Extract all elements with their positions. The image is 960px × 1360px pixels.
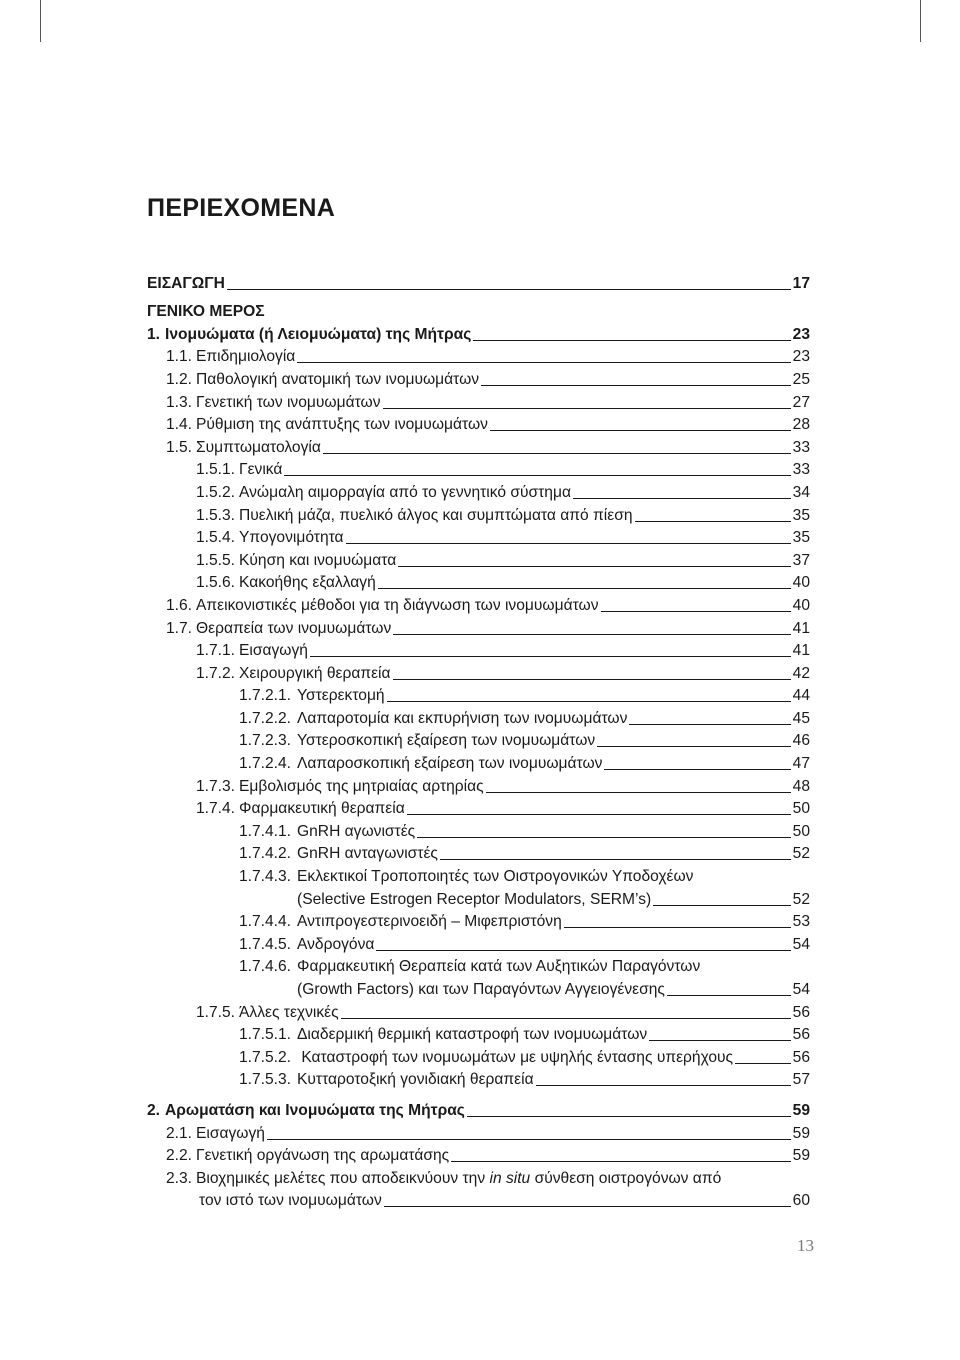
toc-entry-title: Πυελική μάζα, πυελικό άλγος και συμπτώματα από πίεση xyxy=(239,506,633,524)
toc-entry-number: 1.5.3. xyxy=(196,506,236,524)
toc-entry-number: 1.1. xyxy=(166,348,193,366)
toc-entry-number: 1.5.1. xyxy=(196,461,236,479)
toc-entry-page: 23 xyxy=(792,348,810,366)
toc-entry xyxy=(147,1165,810,1188)
toc-entry xyxy=(147,1120,810,1143)
toc-entry-page: 56 xyxy=(792,1003,810,1021)
toc-entry-page: 33 xyxy=(792,438,810,456)
toc-entry-number: 1.7. xyxy=(166,619,193,637)
toc-entry-title: Υστεροσκοπική εξαίρεση των ινομυωμάτων xyxy=(297,732,596,750)
toc-entry-page: 27 xyxy=(792,393,810,411)
toc-entry-number: 1.7.5.1. xyxy=(239,1026,292,1044)
toc-entry xyxy=(147,412,810,435)
toc-entry xyxy=(147,321,810,344)
toc-entry-title: Κύηση και ινομυώματα xyxy=(239,551,397,569)
toc-entry xyxy=(147,909,810,932)
toc-entry-number: 1.7.4.1. xyxy=(239,822,292,840)
toc-entry-number: 1.7.2.4. xyxy=(239,755,292,773)
toc-leader-line xyxy=(407,814,791,815)
toc-entry xyxy=(147,479,810,502)
toc-entry-number: 1.7.2.1. xyxy=(239,687,292,705)
toc-entry-number: 1.7.4. xyxy=(196,800,236,818)
toc-leader-line xyxy=(653,905,790,906)
toc-entry-title: Γενετική οργάνωση της αρωματάσης xyxy=(196,1147,450,1165)
toc-entry-title: Φαρμακευτική θεραπεία xyxy=(239,800,405,818)
toc-entry-title: Εισαγωγή xyxy=(196,1124,265,1142)
toc-leader-line xyxy=(383,408,791,409)
toc-leader-line xyxy=(378,588,791,589)
toc-entry-page: 41 xyxy=(792,642,810,660)
toc-leader-line xyxy=(564,927,791,928)
toc-entry-number: 1.7.3. xyxy=(196,777,236,795)
toc-entry-title: Υπογονιμότητα xyxy=(239,529,344,547)
toc-entry xyxy=(147,954,810,977)
toc-entry-title: Ρύθμιση της ανάπτυξης των ινομυωμάτων xyxy=(196,416,488,434)
toc-leader-line xyxy=(297,362,790,363)
toc-entry-page: 59 xyxy=(792,1147,810,1165)
toc-entry-number: 1.6. xyxy=(166,596,193,614)
toc-entry-number: 1.7.2.2. xyxy=(239,709,292,727)
toc-entry-page: 25 xyxy=(792,370,810,388)
crop-mark-right xyxy=(920,0,921,42)
toc-entry xyxy=(147,886,810,909)
toc-entry-number: 1.7.2.3. xyxy=(239,732,292,750)
toc-entry-title: Χειρουργική θεραπεία xyxy=(239,664,391,682)
toc-entry-number: 1.5.4. xyxy=(196,529,236,547)
toc-entry-page: 45 xyxy=(792,709,810,727)
toc-entry-number: 2. xyxy=(147,1101,161,1119)
toc-entry-page: 53 xyxy=(792,913,810,931)
toc-entry-title: ΕΙΣΑΓΩΓΗ xyxy=(147,274,225,292)
toc-entry-title: Γενικά xyxy=(239,461,283,479)
toc-entry xyxy=(147,525,810,548)
toc-leader-line xyxy=(267,1139,791,1140)
toc-entry xyxy=(147,841,810,864)
toc-entry-number: 1.7.4.3. xyxy=(239,868,292,886)
toc-entry-page: 17 xyxy=(792,274,810,292)
toc-entry-title: Αντιπρογεστερινοειδή – Μιφεπριστόνη xyxy=(297,913,562,931)
toc-entry xyxy=(147,1188,810,1211)
toc-entry xyxy=(147,592,810,615)
toc-entry-page: 40 xyxy=(792,596,810,614)
toc-entry xyxy=(147,570,810,593)
toc-entry xyxy=(147,547,810,570)
toc-leader-line xyxy=(393,634,790,635)
toc-entry-number: 2.3. xyxy=(166,1169,193,1187)
toc-leader-line xyxy=(604,769,790,770)
toc-entry xyxy=(147,773,810,796)
toc-entry-page: 59 xyxy=(792,1101,810,1119)
toc-entry-title: (Growth Factors) και των Παραγόντων Αγγειογένεσης xyxy=(297,981,665,998)
toc-entry-number: 1.7.4.2. xyxy=(239,845,292,863)
toc-entry-title: Συμπτωματολογία xyxy=(196,438,321,456)
toc-entry xyxy=(147,299,810,322)
toc-leader-line xyxy=(635,521,791,522)
toc-entry-title: Εμβολισμός της μητριαίας αρτηρίας xyxy=(239,777,484,795)
toc-leader-line xyxy=(536,1085,791,1086)
toc-entry xyxy=(147,999,810,1022)
crop-mark-left xyxy=(40,0,41,42)
toc-entry-page: 28 xyxy=(792,416,810,434)
toc-entry-title: Άλλες τεχνικές xyxy=(239,1003,339,1021)
toc-entry-title: GnRH αγωνιστές xyxy=(297,822,416,840)
toc-entry-number: 1.7.4.5. xyxy=(239,935,292,953)
toc-leader-line xyxy=(417,837,790,838)
toc-entry-page: 59 xyxy=(792,1124,810,1142)
toc-entry-title: (Selective Estrogen Receptor Modulators, SERM’s) xyxy=(297,890,652,908)
toc-entry-title: Αρωματάση και Ινομυώματα της Μήτρας xyxy=(165,1101,465,1119)
toc-entry-number: 1.4. xyxy=(166,416,193,434)
toc-entry xyxy=(147,750,810,773)
toc-entry-title: Επιδημιολογία xyxy=(196,348,296,366)
toc-leader-line xyxy=(490,430,791,431)
toc-entry xyxy=(147,976,810,999)
toc-leader-line xyxy=(440,859,791,860)
toc-entry-page: 56 xyxy=(792,1048,810,1066)
toc-entry-title: Θεραπεία των ινομυωμάτων xyxy=(196,619,392,637)
toc-leader-line xyxy=(649,1040,790,1041)
toc-entry-number: 1.2. xyxy=(166,370,193,388)
toc-leader-line xyxy=(341,1018,791,1019)
toc-entry-page: 44 xyxy=(792,687,810,705)
toc-entry xyxy=(147,683,810,706)
toc-entry-page: 48 xyxy=(792,777,810,795)
toc-leader-line xyxy=(384,1206,791,1207)
toc-leader-line xyxy=(481,385,791,386)
toc-entry-number: 1.3. xyxy=(166,393,193,411)
toc-entry-title: Καταστροφή των ινομυωμάτων με υψηλής έντασης υπερήχους xyxy=(297,1048,734,1066)
toc-entry-title: Γενετική των ινομυωμάτων xyxy=(196,393,381,411)
toc-leader-line xyxy=(346,543,791,544)
toc-leader-line xyxy=(573,498,791,499)
toc-entry-number: 2.1. xyxy=(166,1124,193,1142)
toc-entry-page: 34 xyxy=(792,483,810,501)
toc-entry-page: 56 xyxy=(792,1026,810,1044)
toc-leader-line xyxy=(486,792,791,793)
toc-entry-number: 1.5.2. xyxy=(196,483,236,501)
toc-entry-page: 40 xyxy=(792,574,810,592)
toc-entry xyxy=(147,1067,810,1090)
toc-leader-line xyxy=(597,746,790,747)
toc-entry xyxy=(147,638,810,661)
toc-entry-number: 1.7.4.4. xyxy=(239,913,292,931)
toc-entry-page: 54 xyxy=(792,935,810,953)
toc-leader-line xyxy=(473,340,790,341)
toc-entry xyxy=(147,270,810,293)
toc-entry xyxy=(147,818,810,841)
toc-entry-page: 33 xyxy=(792,461,810,479)
toc-entry-title: Εκλεκτικοί Τροποποιητές των Οιστρογονικών Υποδοχέων xyxy=(297,868,694,886)
toc-entry-page: 54 xyxy=(792,981,810,998)
toc-entry-title: Λαπαροτομία και εκπυρήνιση των ινομυωμάτων xyxy=(297,709,628,727)
toc-entry-page: 35 xyxy=(792,506,810,524)
toc-leader-line xyxy=(376,950,790,951)
toc-entry-title: Ανδρογόνα xyxy=(297,935,375,953)
toc-entry-number: 1.5.5. xyxy=(196,551,236,569)
toc-leader-line xyxy=(467,1116,791,1117)
toc-leader-line xyxy=(451,1161,790,1162)
toc-entry-page: 52 xyxy=(792,890,810,908)
toc-entry-number: 1.7.5. xyxy=(196,1003,236,1021)
toc-entry-title: GnRH ανταγωνιστές xyxy=(297,845,438,863)
toc-entry-page: 52 xyxy=(792,845,810,863)
toc-entry-title: Απεικονιστικές μέθοδοι για τη διάγνωση των ινομυωμάτων xyxy=(196,596,599,614)
toc-entry-italic: in situ xyxy=(489,1169,531,1187)
toc-entry-number: 2.2. xyxy=(166,1147,193,1165)
toc-entry xyxy=(147,1143,810,1166)
toc-entry-page: 37 xyxy=(792,551,810,569)
toc-entry xyxy=(147,863,810,886)
toc-leader-line xyxy=(629,724,790,725)
toc-leader-line xyxy=(398,566,790,567)
toc-entry xyxy=(147,366,810,389)
toc-entry-title: Διαδερμική θερμική καταστροφή των ινομυωμάτων xyxy=(297,1026,648,1044)
toc-entry-title: Κυτταροτοξική γονιδιακή θεραπεία xyxy=(297,1071,534,1089)
toc-entry-number: 1.5. xyxy=(166,438,193,456)
toc-entry xyxy=(147,1022,810,1045)
toc-entry xyxy=(147,457,810,480)
toc-entry-page: 42 xyxy=(792,664,810,682)
toc-entry-page: 57 xyxy=(792,1071,810,1089)
toc-leader-line xyxy=(227,289,791,290)
toc-entry-title: Φαρμακευτική Θεραπεία κατά των Αυξητικών Παραγόντων xyxy=(297,958,701,976)
toc-entry-title: Παθολογική ανατομική των ινομυωμάτων xyxy=(196,370,480,388)
toc-entry-title: Ινομυώματα (ή Λειομυώματα) της Μήτρας xyxy=(165,325,472,343)
toc-entry-title: Κακοήθης εξαλλαγή xyxy=(239,574,376,592)
toc-entry-title: Βιοχημικές μελέτες που αποδεικνύουν την in situ σύνθεση οιστρογόνων από xyxy=(196,1169,722,1187)
toc-entry-number: 1. xyxy=(147,325,161,343)
toc-entry xyxy=(147,1044,810,1067)
toc-entry xyxy=(147,796,810,819)
toc-leader-line xyxy=(735,1063,791,1064)
toc-entry xyxy=(147,434,810,457)
toc-entry-title: Ανώμαλη αιμορραγία από το γεννητικό σύστημα xyxy=(239,483,571,501)
toc-entry-number: 1.7.5.3. xyxy=(239,1071,292,1089)
toc-entry-title: ΓΕΝΙΚΟ ΜΕΡΟΣ xyxy=(147,303,265,321)
page-number: 13 xyxy=(797,1236,814,1255)
crop-marks xyxy=(0,0,960,60)
toc-entry-page: 60 xyxy=(792,1192,810,1210)
toc-entry xyxy=(147,502,810,525)
toc-entry-page: 46 xyxy=(792,732,810,750)
toc-entry xyxy=(147,660,810,683)
toc-entry xyxy=(147,728,810,751)
toc-entry xyxy=(147,705,810,728)
toc-entry-page: 50 xyxy=(792,822,810,840)
toc-entry-page: 50 xyxy=(792,800,810,818)
toc-entry-number: 1.5.6. xyxy=(196,574,236,592)
toc-leader-line xyxy=(601,611,791,612)
toc-leader-line xyxy=(387,701,791,702)
toc-entry xyxy=(147,615,810,638)
toc-entry-page: 23 xyxy=(792,325,810,343)
toc-entry-number: 1.7.1. xyxy=(196,642,236,660)
toc-entry-page: 47 xyxy=(792,755,810,773)
toc-entry xyxy=(147,1097,810,1120)
table-of-contents xyxy=(147,270,810,1210)
toc-entry-title: Υστερεκτομή xyxy=(297,687,385,705)
toc-entry-page: 41 xyxy=(792,619,810,637)
toc-entry-number: 1.7.2. xyxy=(196,664,236,682)
toc-leader-line xyxy=(310,656,791,657)
toc-leader-line xyxy=(284,475,790,476)
toc-entry-number: 1.7.4.6. xyxy=(239,958,292,976)
toc-entry xyxy=(147,344,810,367)
toc-entry-page: 35 xyxy=(792,529,810,547)
toc-entry-number: 1.7.5.2. xyxy=(239,1048,292,1066)
toc-entry xyxy=(147,931,810,954)
page-title: ΠΕΡΙΕΧΟΜΕΝΑ xyxy=(147,194,336,222)
toc-leader-line xyxy=(323,453,791,454)
toc-leader-line xyxy=(667,995,791,996)
toc-entry xyxy=(147,389,810,412)
toc-entry-title: Εισαγωγή xyxy=(239,642,308,660)
toc-entry-title: τον ιστό των ινομυωμάτων xyxy=(199,1192,382,1210)
toc-leader-line xyxy=(393,679,791,680)
toc-entry-title: Λαπαροσκοπική εξαίρεση των ινομυωμάτων xyxy=(297,755,603,773)
